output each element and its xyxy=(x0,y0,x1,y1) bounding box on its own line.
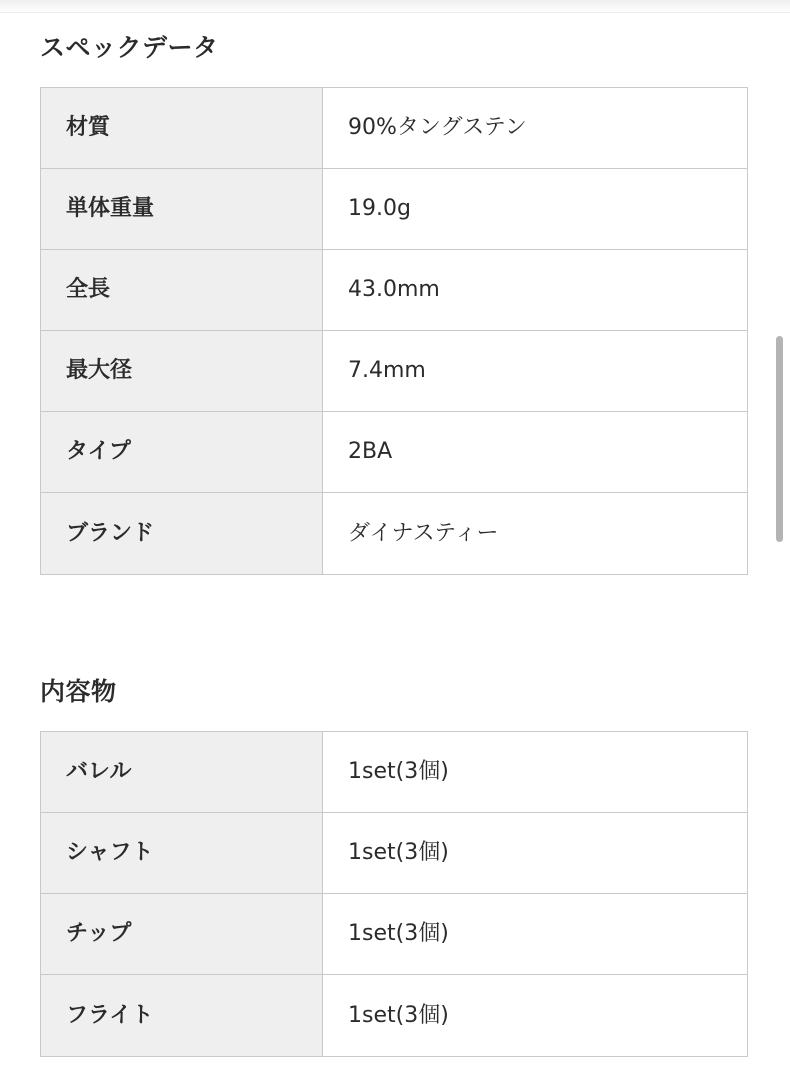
contents-table xyxy=(40,731,748,1057)
spec-label-material: 材質 xyxy=(41,88,323,168)
spec-table xyxy=(40,87,748,575)
section-title-contents: 内容物 xyxy=(40,677,117,706)
spec-value-max-diameter: 7.4mm xyxy=(323,331,747,411)
table-row xyxy=(41,331,747,412)
spec-value-type: 2BA xyxy=(323,412,747,492)
contents-label-flight: フライト xyxy=(41,975,323,1056)
spec-value-total-length: 43.0mm xyxy=(323,250,747,330)
top-shadow-band xyxy=(0,0,790,13)
contents-label-tip: チップ xyxy=(41,894,323,974)
table-row xyxy=(41,493,747,574)
spec-label-max-diameter: 最大径 xyxy=(41,331,323,411)
spec-value-brand: ダイナスティー xyxy=(323,493,747,574)
contents-value-shaft: 1set(3個) xyxy=(323,813,747,893)
table-row xyxy=(41,250,747,331)
contents-value-flight: 1set(3個) xyxy=(323,975,747,1056)
main-content xyxy=(0,13,790,1057)
scrollbar-thumb[interactable] xyxy=(776,336,783,542)
contents-value-tip: 1set(3個) xyxy=(323,894,747,974)
spec-label-total-length: 全長 xyxy=(41,250,323,330)
spec-label-type: タイプ xyxy=(41,412,323,492)
contents-label-barrel: バレル xyxy=(41,732,323,812)
table-row xyxy=(41,412,747,493)
table-row xyxy=(41,88,747,169)
table-row xyxy=(41,975,747,1056)
section-title-spec: スペックデータ xyxy=(40,33,219,62)
spec-value-material: 90%タングステン xyxy=(323,88,747,168)
table-row xyxy=(41,813,747,894)
table-row xyxy=(41,169,747,250)
spec-value-unit-weight: 19.0g xyxy=(323,169,747,249)
contents-label-shaft: シャフト xyxy=(41,813,323,893)
contents-value-barrel: 1set(3個) xyxy=(323,732,747,812)
table-row xyxy=(41,894,747,975)
spec-label-brand: ブランド xyxy=(41,493,323,574)
table-row xyxy=(41,732,747,813)
spec-label-unit-weight: 単体重量 xyxy=(41,169,323,249)
